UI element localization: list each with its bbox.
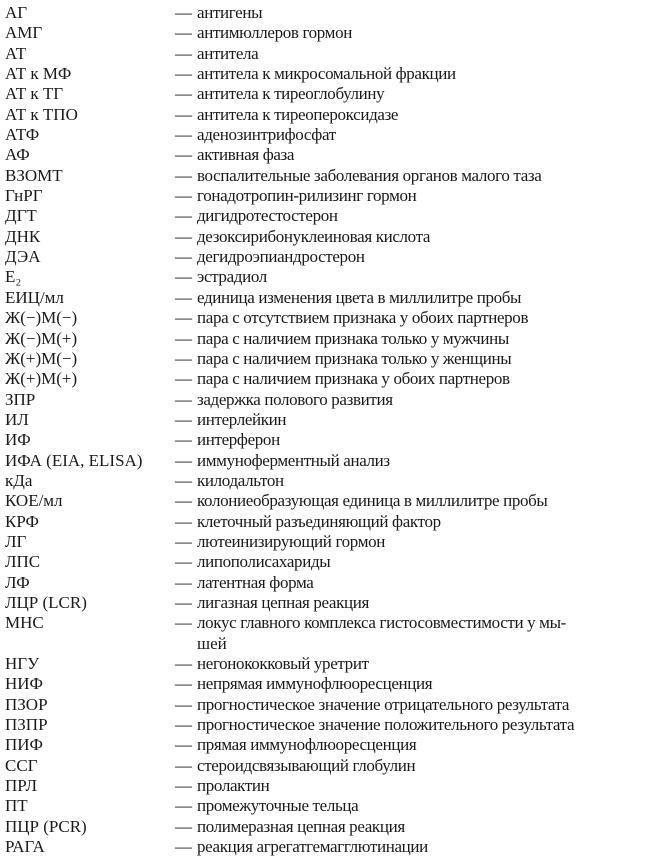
abbreviation-entry	[5, 166, 660, 186]
definition: антитела к тиреоглобулину	[197, 84, 385, 104]
abbreviation: Ж(+)М(+)	[5, 369, 78, 389]
dash-separator: —	[175, 308, 192, 328]
abbreviation: НГУ	[5, 654, 40, 673]
abbreviation: ДНК	[5, 226, 41, 246]
dash-separator: —	[175, 186, 192, 206]
abbreviation: АФ	[5, 145, 30, 165]
abbreviation-entry	[5, 593, 660, 613]
definition: антитела к тиреопероксидазе	[197, 104, 399, 124]
definition: антитела к микросомальной фракции	[197, 64, 456, 84]
definition: латентная форма	[197, 572, 314, 592]
abbreviation-entry	[5, 369, 660, 389]
abbreviation-entry	[5, 695, 660, 715]
abbreviation-entry	[5, 186, 660, 206]
abbreviation-entry	[5, 267, 660, 287]
abbreviation-entry	[5, 410, 660, 430]
dash-separator: —	[175, 694, 192, 714]
abbreviation-entry	[5, 451, 660, 471]
definition: пара с наличием признака только у женщины	[197, 348, 512, 368]
abbreviation: РАГА	[5, 837, 45, 857]
definition: непрямая иммунофлюоресценция	[197, 674, 433, 694]
definition: полимеразная цепная реакция	[197, 816, 405, 836]
abbreviation: ГнРГ	[5, 186, 43, 206]
definition: негонококковый уретрит	[197, 654, 369, 673]
definition: интерферон	[197, 430, 280, 450]
abbreviation: ВЗОМТ	[5, 165, 63, 185]
abbreviation: ЛГ	[5, 531, 27, 551]
definition: пролактин	[197, 776, 270, 796]
abbreviation-entry	[5, 390, 660, 410]
abbreviation: кДа	[5, 470, 33, 490]
dash-separator: —	[175, 43, 192, 63]
definition: гонадотропин-рилизинг гормон	[197, 186, 417, 206]
definition: интерлейкин	[197, 409, 287, 429]
dash-separator: —	[175, 328, 192, 348]
definition: иммуноферментный анализ	[197, 450, 390, 470]
abbreviation: ПИФ	[5, 735, 43, 755]
abbreviation: ЛЦР (LCR)	[5, 592, 87, 612]
dash-separator: —	[175, 837, 192, 857]
dash-separator: —	[175, 776, 192, 796]
dash-separator: —	[175, 654, 192, 673]
abbreviation-entry	[5, 145, 660, 165]
abbreviation-entry	[5, 573, 660, 593]
definition: реакция агрегатгемагглютинации	[197, 837, 428, 857]
abbreviation: Ж(+)М(−)	[5, 348, 78, 368]
abbreviation-entry	[5, 430, 660, 450]
abbreviation-entry	[5, 308, 660, 328]
abbreviation: ЛФ	[5, 572, 30, 592]
dash-separator: —	[175, 470, 192, 490]
definition-continuation: шей	[197, 633, 227, 653]
abbreviation-entry	[5, 715, 660, 735]
definition: активная фаза	[197, 145, 295, 165]
abbreviation: АТФ	[5, 125, 40, 145]
abbreviation-entry	[5, 735, 660, 755]
abbreviation: ДГТ	[5, 206, 37, 226]
abbreviation-entry	[5, 654, 660, 674]
abbreviation: КРФ	[5, 511, 39, 531]
abbreviation: ДЭА	[5, 247, 41, 267]
definition: дезоксирибонуклеиновая кислота	[197, 226, 431, 246]
abbreviation: АТ к ТГ	[5, 84, 64, 104]
abbreviation: ПРЛ	[5, 776, 37, 796]
abbreviation-entry	[5, 471, 660, 491]
definition: пара с отсутствием признака у обоих партнеров	[197, 308, 529, 328]
dash-separator: —	[175, 125, 192, 145]
dash-separator: —	[175, 64, 192, 84]
abbreviation-entry	[5, 776, 660, 796]
definition: эстрадиол	[197, 267, 267, 287]
abbreviation-entry	[5, 532, 660, 552]
definition: дегидроэпиандростерон	[197, 247, 365, 267]
definition: антитела	[197, 43, 259, 63]
dash-separator: —	[175, 165, 192, 185]
abbreviation-entry	[5, 817, 660, 837]
definition: колониеобразующая единица в миллилитре пробы	[197, 491, 548, 511]
abbreviation: НИФ	[5, 674, 43, 694]
abbreviation-entry	[5, 674, 660, 694]
abbreviation-entry	[5, 84, 660, 104]
abbreviation-entry	[5, 349, 660, 369]
abbreviation: АТ к ТПО	[5, 104, 78, 124]
abbreviation-entry	[5, 206, 660, 226]
definition: антигены	[197, 3, 263, 22]
abbreviation-entry	[5, 247, 660, 267]
abbreviation: АТ	[5, 43, 27, 63]
abbreviation: ПЗПР	[5, 715, 48, 735]
abbreviation: ССГ	[5, 755, 38, 775]
dash-separator: —	[175, 23, 192, 43]
definition: пара с наличием признака только у мужчины	[197, 328, 509, 348]
abbreviation-entry	[5, 288, 660, 308]
abbreviation-entry	[5, 756, 660, 776]
abbreviation-entry	[5, 23, 660, 43]
definition: задержка полового развития	[197, 389, 393, 409]
definition: локус главного комплекса гистосовместимости у мы-	[197, 613, 566, 633]
definition: прямая иммунофлюоресценция	[197, 735, 417, 755]
abbreviation: ИЛ	[5, 409, 29, 429]
abbreviation-entry	[5, 64, 660, 84]
dash-separator: —	[175, 511, 192, 531]
definition: единица изменения цвета в миллилитре пробы	[197, 287, 522, 307]
dash-separator: —	[175, 816, 192, 836]
dash-separator: —	[175, 430, 192, 450]
dash-separator: —	[175, 206, 192, 226]
dash-separator: —	[175, 267, 192, 287]
definition: дигидротестостерон	[197, 206, 338, 226]
abbreviation: АГ	[5, 3, 28, 22]
dash-separator: —	[175, 389, 192, 409]
definition: пара с наличием признака у обоих партнеров	[197, 369, 510, 389]
abbreviation: ПЗОР	[5, 694, 48, 714]
definition: стероидсвязывающий глобулин	[197, 755, 416, 775]
abbreviation: ЗПР	[5, 389, 36, 409]
dash-separator: —	[175, 84, 192, 104]
dash-separator: —	[175, 735, 192, 755]
abbreviation-entry	[5, 125, 660, 145]
definition: прогностическое значение положительного результата	[197, 715, 575, 735]
abbreviation: МНС	[5, 613, 44, 633]
abbreviation: АМГ	[5, 23, 43, 43]
definition: килодальтон	[197, 470, 284, 490]
abbreviation: АТ к МФ	[5, 64, 72, 84]
dash-separator: —	[175, 409, 192, 429]
abbreviation-entry	[5, 3, 660, 23]
definition: промежуточные тельца	[197, 796, 359, 816]
dash-separator: —	[175, 755, 192, 775]
abbreviation: ИФ	[5, 430, 31, 450]
abbreviation: E₂	[5, 267, 22, 287]
dash-separator: —	[175, 796, 192, 816]
definition: воспалительные заболевания органов малого таза	[197, 165, 542, 185]
definition: клеточный разъединяющий фактор	[197, 511, 441, 531]
dash-separator: —	[175, 287, 192, 307]
dash-separator: —	[175, 613, 192, 633]
dash-separator: —	[175, 552, 192, 572]
dash-separator: —	[175, 145, 192, 165]
definition: липополисахариды	[197, 552, 331, 572]
abbreviation: ИФА (EIA, ELISA)	[5, 450, 143, 470]
abbreviation-entry	[5, 44, 660, 64]
dash-separator: —	[175, 531, 192, 551]
abbreviation: ЕИЦ/мл	[5, 287, 64, 307]
abbreviation-entry	[5, 329, 660, 349]
definition: антимюллеров гормон	[197, 23, 352, 43]
abbreviation-entry	[5, 227, 660, 247]
dash-separator: —	[175, 3, 192, 22]
definition: прогностическое значение отрицательного результата	[197, 694, 570, 714]
dash-separator: —	[175, 226, 192, 246]
abbreviation-entry	[5, 552, 660, 572]
abbreviation-entry	[5, 491, 660, 511]
abbreviation-entry	[5, 613, 660, 633]
dash-separator: —	[175, 104, 192, 124]
abbreviation-entry	[5, 512, 660, 532]
dash-separator: —	[175, 450, 192, 470]
dash-separator: —	[175, 369, 192, 389]
abbreviation: КОЕ/мл	[5, 491, 63, 511]
dash-separator: —	[175, 247, 192, 267]
abbreviation-entry	[5, 796, 660, 816]
abbreviation: ЛПС	[5, 552, 41, 572]
dash-separator: —	[175, 715, 192, 735]
abbreviation: ПЦР (PCR)	[5, 816, 87, 836]
dash-separator: —	[175, 592, 192, 612]
abbreviation: Ж(−)М(−)	[5, 308, 78, 328]
abbreviation-entry	[5, 837, 660, 857]
abbreviations-list	[5, 3, 660, 857]
definition: лютеинизирующий гормон	[197, 531, 385, 551]
abbreviation: ПТ	[5, 796, 28, 816]
definition: лигазная цепная реакция	[197, 592, 370, 612]
definition: аденозинтрифосфат	[197, 125, 336, 145]
dash-separator: —	[175, 491, 192, 511]
dash-separator: —	[175, 674, 192, 694]
dash-separator: —	[175, 572, 192, 592]
abbreviation-entry	[5, 105, 660, 125]
abbreviation: Ж(−)М(+)	[5, 328, 78, 348]
dash-separator: —	[175, 348, 192, 368]
